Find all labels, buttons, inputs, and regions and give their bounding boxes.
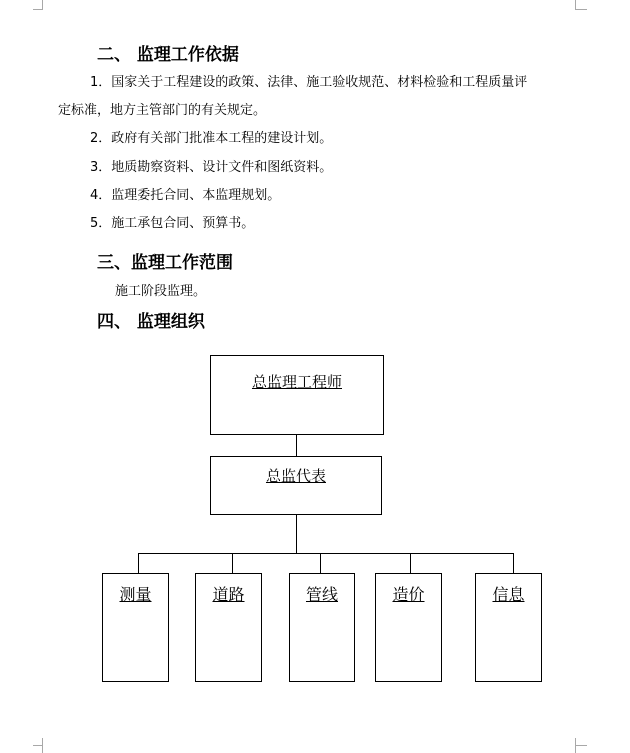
org-label-department: 测量 <box>119 585 152 604</box>
connector-line <box>296 515 297 553</box>
connector-line <box>138 553 514 554</box>
connector-line <box>296 435 297 456</box>
org-label-department: 管线 <box>305 585 338 604</box>
org-box-department <box>102 573 169 682</box>
basis-item: 定标准，地方主管部门的有关规定。 <box>58 103 267 118</box>
section-heading-scope: 三、监理工作范围 <box>97 253 233 273</box>
org-label-department: 造价 <box>392 585 425 604</box>
org-label-chief-engineer: 总监理工程师 <box>251 373 342 391</box>
crop-mark <box>575 745 587 746</box>
org-label-department: 道路 <box>212 585 245 604</box>
scope-text: 施工阶段监理。 <box>115 284 207 299</box>
connector-line <box>513 553 514 573</box>
org-box-department <box>475 573 542 682</box>
connector-line <box>138 553 139 573</box>
crop-mark <box>575 9 587 10</box>
connector-line <box>232 553 233 573</box>
org-label-department: 信息 <box>492 585 525 604</box>
crop-mark <box>33 9 43 10</box>
org-box-department <box>289 573 355 682</box>
basis-item: 3．地质勘察资料、设计文件和图纸资料。 <box>90 160 333 175</box>
basis-item: 1．国家关于工程建设的政策、法律、施工验收规范、材料检验和工程质量评 <box>90 75 528 90</box>
org-box-department <box>375 573 442 682</box>
crop-mark <box>33 745 43 746</box>
org-box-department <box>195 573 262 682</box>
basis-item: 4．监理委托合同、本监理规划。 <box>90 188 281 203</box>
basis-item: 2．政府有关部门批准本工程的建设计划。 <box>90 131 333 146</box>
connector-line <box>320 553 321 573</box>
basis-item: 5．施工承包合同、预算书。 <box>90 216 255 231</box>
org-box-deputy <box>210 456 382 515</box>
org-box-chief-engineer <box>210 355 384 435</box>
section-heading-organization: 四、 监理组织 <box>97 312 205 332</box>
section-heading-basis: 二、 监理工作依据 <box>97 45 239 65</box>
connector-line <box>410 553 411 573</box>
org-label-deputy: 总监代表 <box>265 467 326 485</box>
